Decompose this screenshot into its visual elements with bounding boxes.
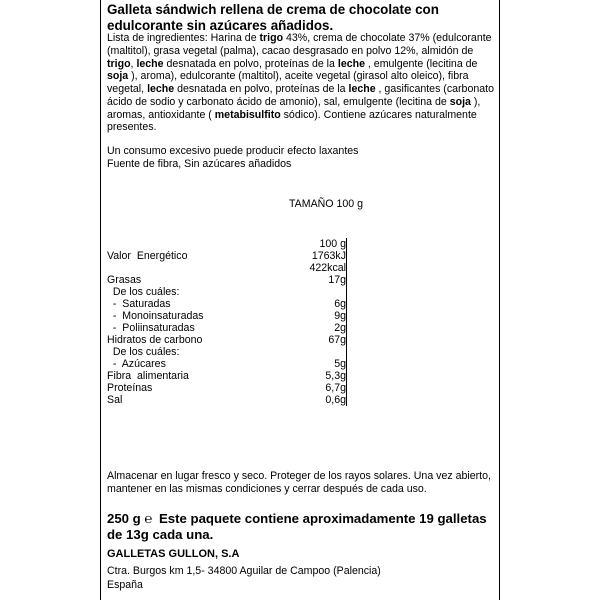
ingredient-text: , emulgente (lecitina de — [364, 57, 478, 70]
nutrient-value: 9g — [334, 310, 346, 322]
nutrient-name: Sal — [107, 394, 123, 406]
allergen: metabisulfito — [214, 108, 281, 121]
estimated-sign-icon: ℮ — [144, 511, 153, 526]
ingredient-text: , gasificantes (carbonato ácido de sodio y carbonato ácido de amonio), sal, emulgente (lecitina de — [107, 83, 494, 108]
product-label — [100, 0, 500, 600]
ingredient-text: ), aromas, antioxidante ( — [107, 95, 481, 121]
ingredient-text: , — [130, 57, 137, 70]
nutrient-value: 6g — [334, 298, 346, 310]
nutrient-value: 5,3g — [325, 370, 346, 382]
nutrition-row — [101, 394, 499, 406]
company-info — [107, 547, 497, 592]
nutrient-value: 0,6g — [325, 394, 346, 406]
product-title: Galleta sándwich rellena de crema de chocolate con edulcorante sin azúcares añadidos. — [107, 2, 439, 33]
warnings — [107, 145, 497, 171]
nutrition-row — [101, 298, 499, 310]
nutrition-row — [101, 370, 499, 382]
nutrition-row — [101, 274, 499, 286]
fiber-claim: Fuente de fibra, Sin azúcares añadidos — [107, 157, 292, 170]
nutrient-name: - Poliinsaturadas — [107, 322, 195, 334]
nutrient-name: - Monoinsaturadas — [107, 310, 204, 322]
nutrition-row — [101, 286, 499, 298]
nutrient-value: 2g — [334, 322, 346, 334]
ingredient-text: sódico). Contiene azúcares naturalmente presentes. — [107, 108, 477, 134]
nutrition-row — [101, 310, 499, 322]
allergen: soja — [449, 95, 471, 108]
allergen: leche — [136, 57, 164, 70]
nutrition-column-divider — [346, 238, 347, 406]
allergen: trigo — [259, 32, 284, 44]
nutrient-name: Valor Energético — [107, 250, 188, 262]
laxative-warning: Un consumo excesivo puede producir efecto laxantes — [107, 145, 359, 157]
nutrient-value: 17g — [328, 274, 346, 286]
company-country: España — [107, 578, 143, 591]
nutrient-value: 5g — [334, 358, 346, 370]
ingredient-text: 43%, crema de chocolate 37% (edulcorante (maltitol), grasa vegetal (palma), cacao desgrasado en polvo 12%, almidón de — [107, 32, 492, 57]
allergen: soja — [107, 70, 129, 83]
nutrient-value: 67g — [328, 334, 346, 346]
company-name: GALLETAS GULLON, S.A — [107, 548, 240, 560]
nutrition-row — [101, 382, 499, 394]
package-info — [107, 511, 497, 543]
nutrition-row — [101, 334, 499, 346]
nutrient-value: 1763kJ — [311, 250, 346, 262]
allergen: leche — [147, 83, 175, 95]
package-description: Este paquete contiene aproximadamente 19 galletas de 13g cada una. — [107, 511, 487, 542]
ingredient-text: Lista de ingredientes: Harina de — [107, 32, 260, 44]
nutrient-name: De los cuáles: — [107, 286, 180, 298]
nutrition-row — [101, 250, 499, 262]
allergen: leche — [348, 83, 376, 95]
nutrient-name: Fibra alimentaria — [107, 370, 189, 382]
nutrition-row — [101, 262, 499, 274]
nutrient-name: Proteínas — [107, 382, 153, 394]
nutrition-row — [101, 346, 499, 358]
nutrient-name: Hidratos de carbono — [107, 334, 203, 346]
nutrition-row — [101, 322, 499, 334]
nutrient-name: Grasas — [107, 274, 142, 286]
nutrient-value: 6,7g — [325, 382, 346, 394]
nutrient-name: De los cuáles: — [107, 346, 180, 358]
ingredient-text: desnatada en polvo, proteínas de la — [174, 83, 349, 95]
storage-instructions: Almacenar en lugar fresco y seco. Proteger de los rayos solares. Una vez abierto, mantener en las mismas condiciones y cerrar después de cada uso. — [107, 470, 491, 495]
ingredient-text: desnatada en polvo, proteínas de la — [163, 57, 338, 70]
net-weight: 250 g — [107, 511, 141, 526]
ingredients-list — [107, 32, 497, 134]
allergen: leche — [337, 57, 365, 70]
nutrition-row — [101, 358, 499, 370]
nutrient-value: 422kcal — [309, 262, 346, 274]
nutrition-row — [101, 238, 499, 250]
company-address: Ctra. Burgos km 1,5- 34800 Aguilar de Campoo (Palencia) — [107, 565, 381, 577]
nutrient-value: 100 g — [319, 238, 346, 250]
ingredient-text: ), aroma), edulcorante (maltitol), aceite vegetal (girasol alto oleico), fibra vegetal, — [107, 70, 469, 95]
nutrition-size-header: TAMAÑO 100 g — [289, 198, 363, 210]
allergen: trigo — [107, 57, 131, 70]
nutrient-name: - Azúcares — [107, 358, 166, 370]
nutrient-name: - Saturadas — [107, 298, 171, 310]
